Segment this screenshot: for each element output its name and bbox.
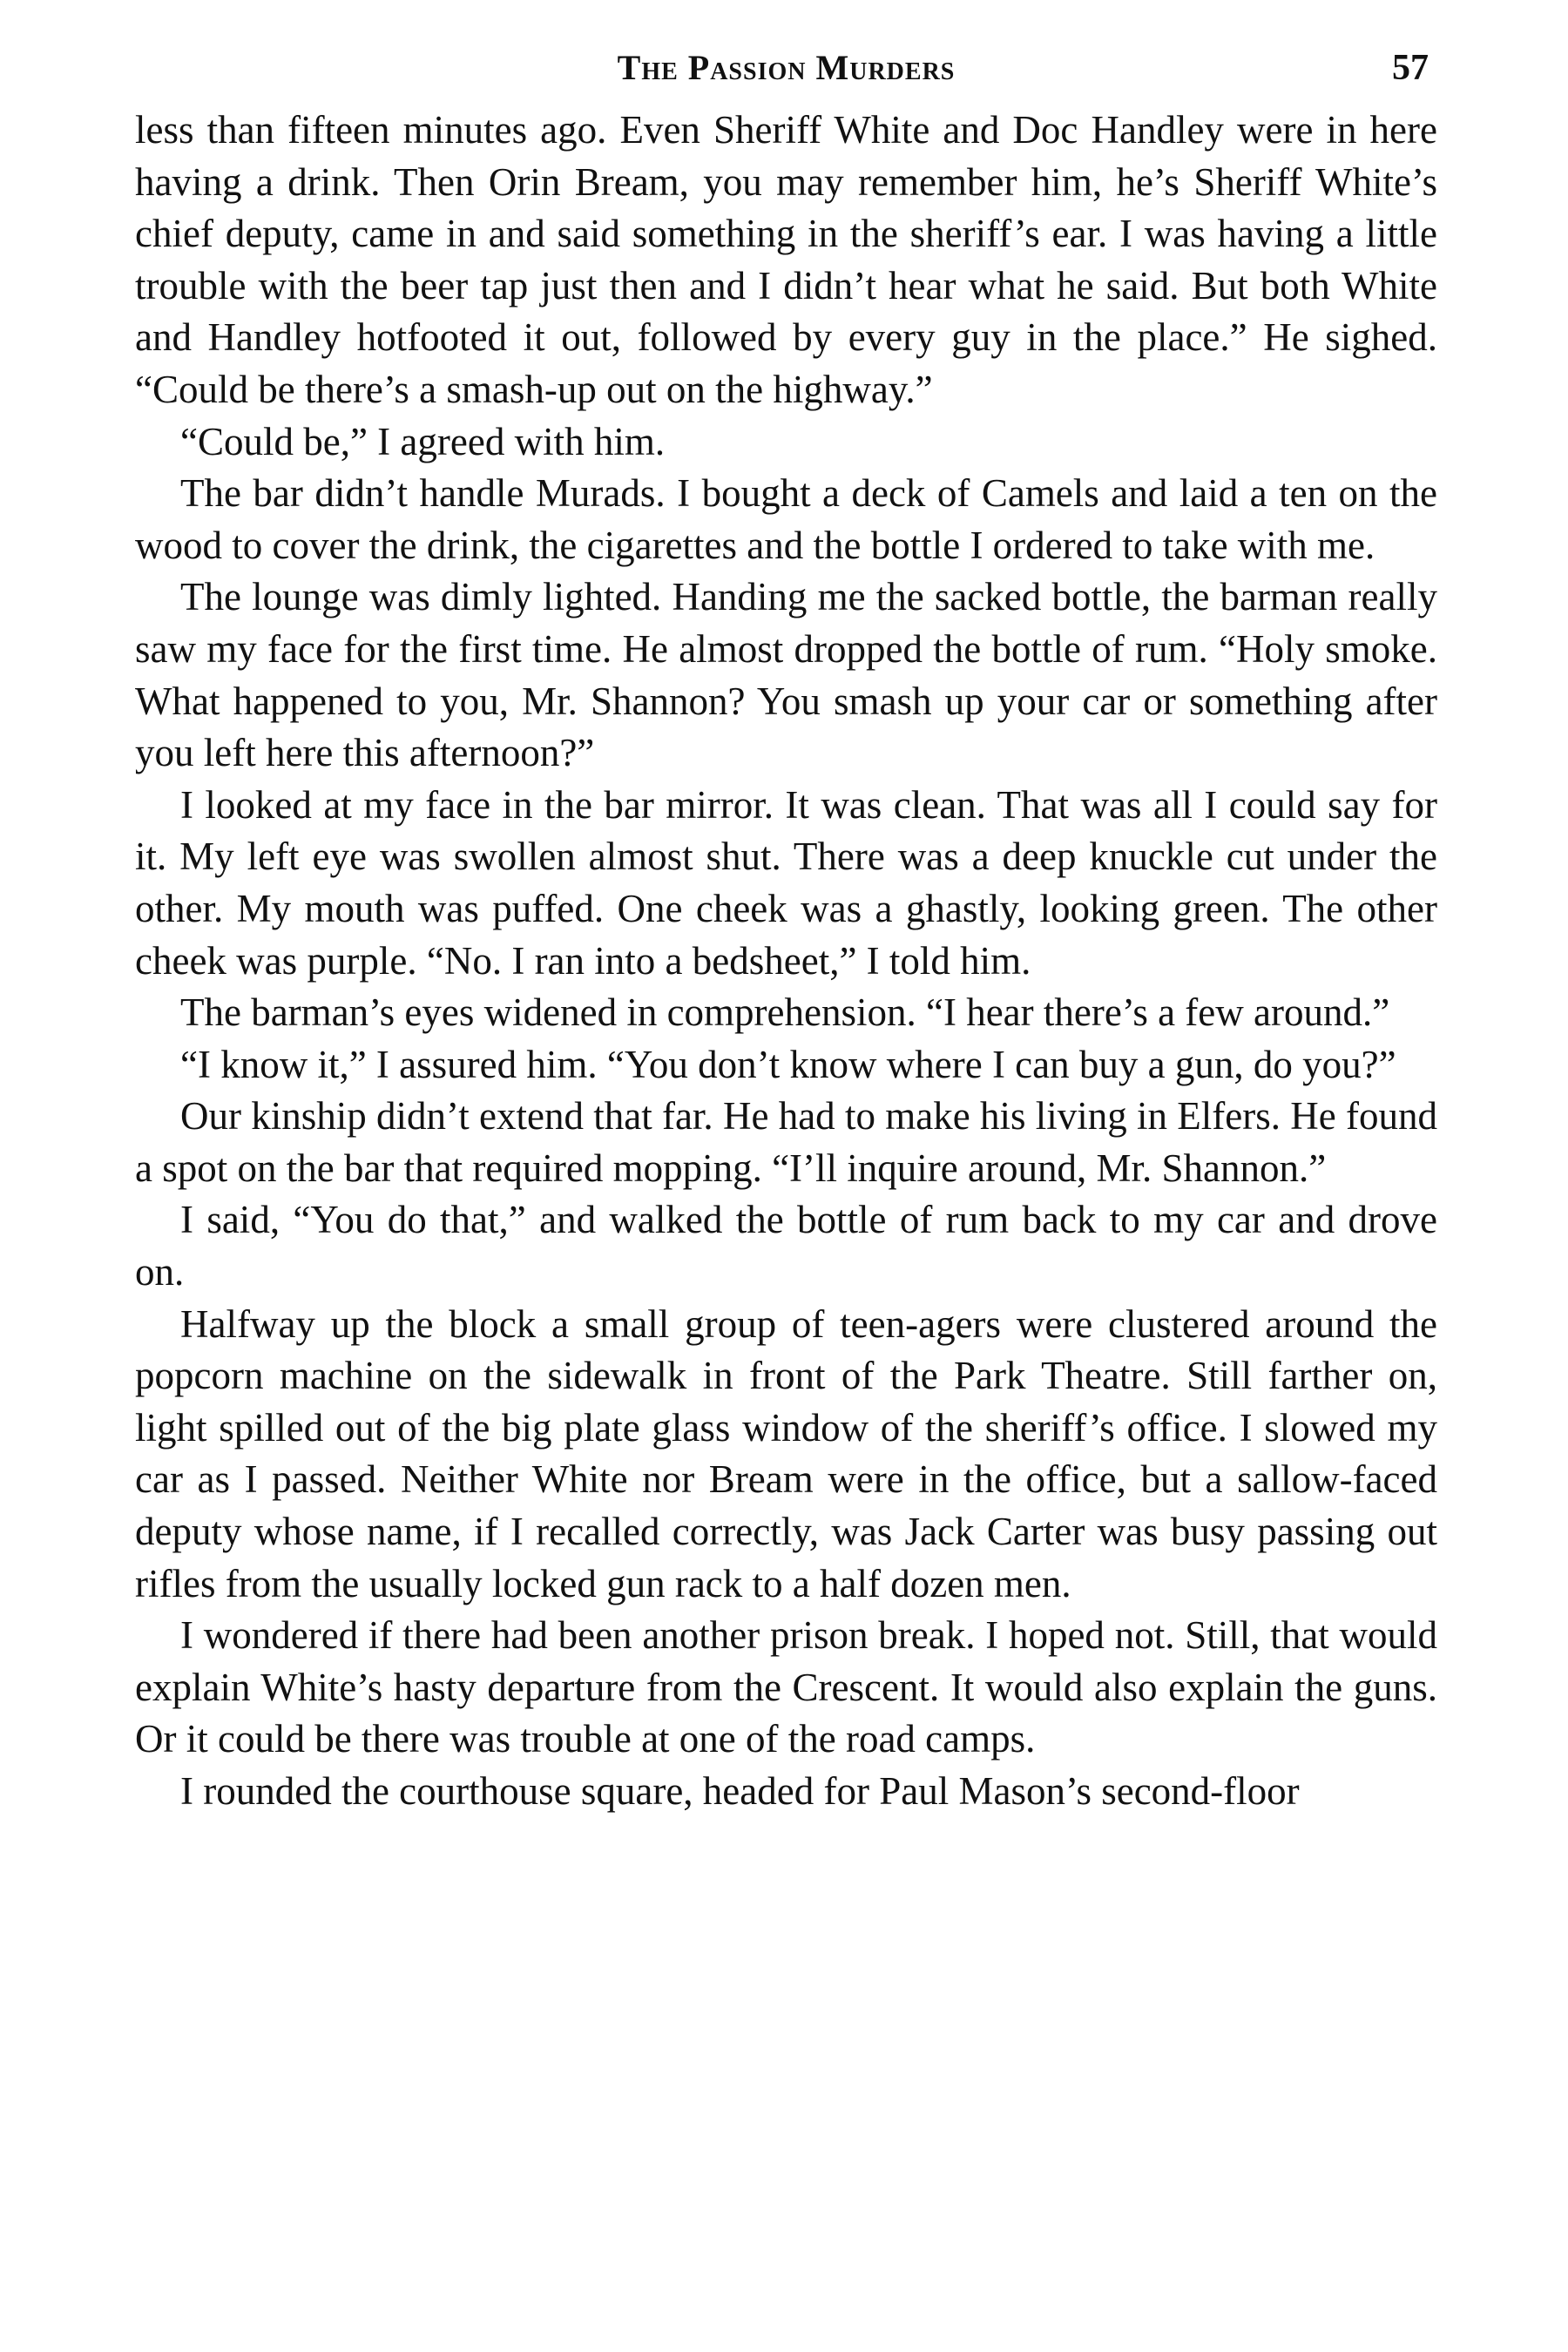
paragraph: Halfway up the block a small group of teen-agers were clustered around the popcorn machine on the sidewalk in front of the Park Theatre. Still farther on, light spilled out of the big plate glass window of the sheriff’s office. I slowed my car as I passed. Neither White nor Bream were in the office, but a sallow-faced deputy whose name, if I recalled correctly, was Jack Carter was busy passing out rifles from the usually locked gun rack to a half dozen men. (135, 1301, 1437, 1605)
paragraph: The barman’s eyes widened in comprehension. “I hear there’s a few around.” (180, 990, 1390, 1035)
running-header (135, 35, 1437, 105)
paragraph: The lounge was dimly lighted. Handing me the sacked bottle, the barman really saw my face for the first time. He almost dropped the bottle of rum. “Holy smoke. What happened to you, Mr. Shannon? You smash up your car or something after you left here this afternoon?” (135, 575, 1437, 775)
paragraph: less than fifteen minutes ago. Even Sheriff White and Doc Handley were in here having a drink. Then Orin Bream, you may remember him, he’s Sheriff White’s chief deputy, came in and said something in the sheriff’s ear. I was having a little trouble with the beer tap just then and I didn’t hear what he said. But both White and Handley hotfooted it out, followed by every guy in the place.” He sighed. “Could be there’s a smash-up out on the highway.” (135, 108, 1437, 411)
paragraph: “Could be,” I agreed with him. (180, 419, 666, 463)
paragraph: Our kinship didn’t extend that far. He had to make his living in Elfers. He found a spot on the bar that required mopping. “I’ll inquire around, Mr. Shannon.” (135, 1094, 1437, 1190)
paragraph: I looked at my face in the bar mirror. It was clean. That was all I could say for it. My left eye was swollen almost shut. There was a deep knuckle cut under the other. My mouth was puffed. One cheek was a ghastly, looking green. The other cheek was purple. “No. I ran into a bedsheet,” I told him. (135, 782, 1437, 983)
paragraph: The bar didn’t handle Murads. I bought a deck of Camels and laid a ten on the wood to cover the drink, the cigarettes and the bottle I ordered to take with me. (135, 471, 1437, 567)
paragraph: “I know it,” I assured him. “You don’t know where I can buy a gun, do you?” (180, 1042, 1396, 1086)
paragraph: I said, “You do that,” and walked the bottle of rum back to my car and drove on. (135, 1198, 1437, 1294)
body-text (135, 105, 1437, 1818)
page-number: 57 (1392, 48, 1429, 88)
book-page (135, 35, 1437, 2317)
paragraph: I rounded the courthouse square, headed for Paul Mason’s second-floor (180, 1769, 1300, 1813)
book-title: The Passion Murders (617, 48, 956, 87)
paragraph: I wondered if there had been another prison break. I hoped not. Still, that would explain White’s hasty departure from the Crescent. It would also explain the guns. Or it could be there was trouble at one of the road camps. (135, 1613, 1437, 1761)
